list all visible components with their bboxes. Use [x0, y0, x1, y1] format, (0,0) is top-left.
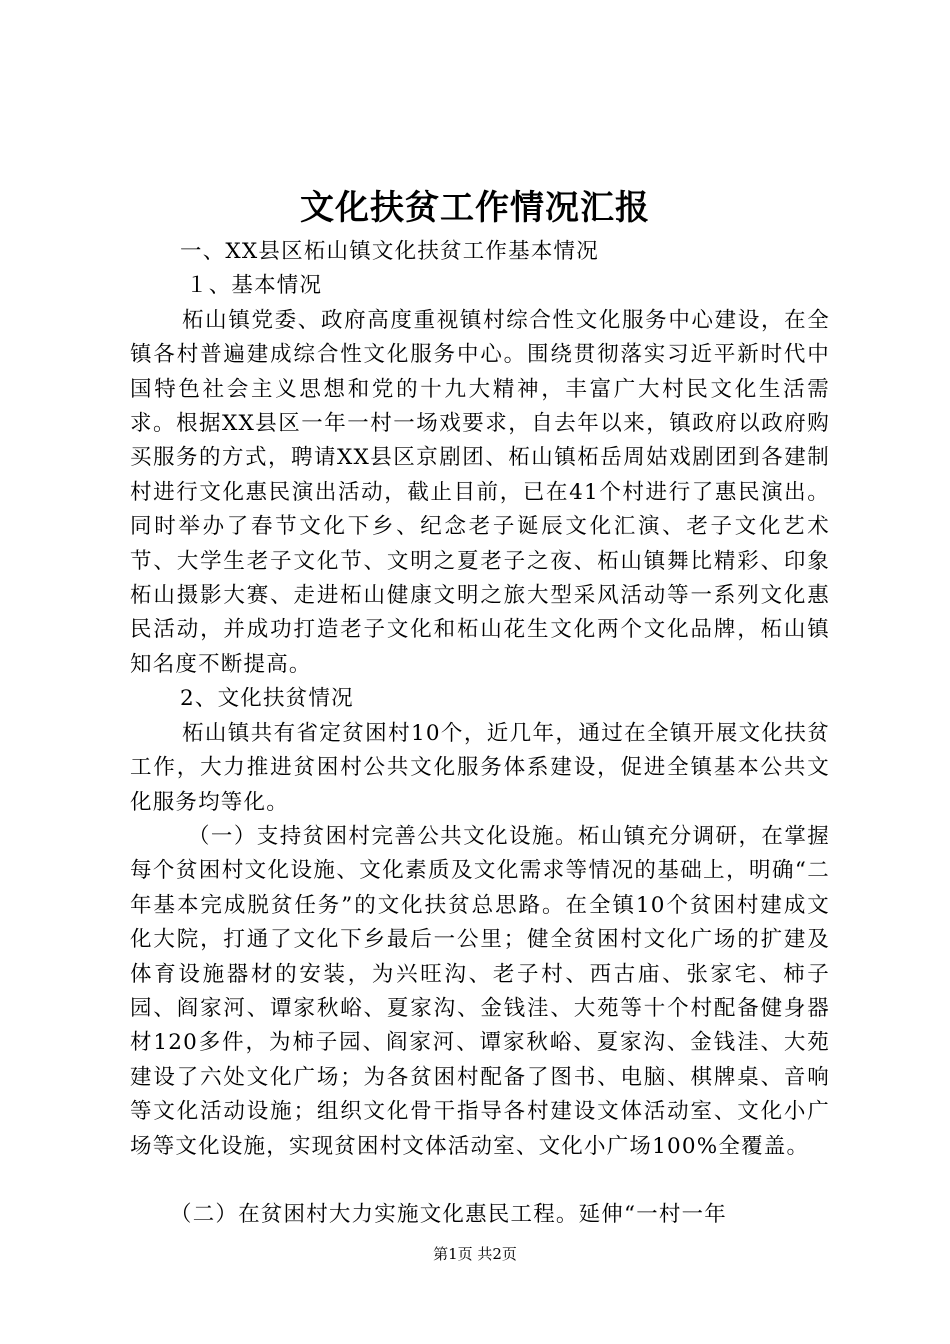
paragraph-poverty-overview: 柘山镇共有省定贫困村10个，近几年，通过在全镇开展文化扶贫工作，大力推进贫困村公共文化服务体系建设，促进全镇基本公共文化服务均等化。	[130, 720, 830, 815]
document-body	[130, 235, 830, 1232]
paragraph-item-one: （一）支持贫困村完善公共文化设施。柘山镇充分调研，在掌握每个贫困村文化设施、文化素质及文化需求等情况的基础上，明确“二年基本完成脱贫任务”的文化扶贫总思路。在全镇10个贫困村建成文化大院，打通了文化下乡最后一公里；健全贫困村文化广场的扩建及体育设施器材的安装，为兴旺沟、老子村、西古庙、张家宅、柿子园、阎家河、谭家秋峪、夏家沟、金钱洼、大苑等十个村配备健身器材120多件，为柿子园、阎家河、谭家秋峪、夏家沟、金钱洼、大苑建设了六处文化广场；为各贫困村配备了图书、电脑、棋牌桌、音响等文化活动设施；组织文化骨干指导各村建设文体活动室、文化小广场等文化设施，实现贫困村文体活动室、文化小广场100%全覆盖。	[130, 823, 830, 1159]
section-heading-1: 一、XX县区柘山镇文化扶贫工作基本情况	[180, 239, 599, 264]
paragraph-basic-situation: 柘山镇党委、政府高度重视镇村综合性文化服务中心建设，在全镇各村普遍建成综合性文化服务中心。围绕贯彻落实习近平新时代中国特色社会主义思想和党的十九大精神，丰富广大村民文化生活需求。根据XX县区一年一村一场戏要求，自去年以来，镇政府以政府购买服务的方式，聘请XX县区京剧团、柘山镇柘岳周姑戏剧团到各建制村进行文化惠民演出活动，截止目前，已在41个村进行了惠民演出。同时举办了春节文化下乡、纪念老子诞辰文化汇演、老子文化艺术节、大学生老子文化节、文明之夏老子之夜、柘山镇舞比精彩、印象柘山摄影大赛、走进柘山健康文明之旅大型采风活动等一系列文化惠民活动，并成功打造老子文化和柘山花生文化两个文化品牌，柘山镇知名度不断提高。	[130, 307, 830, 677]
paragraph-item-two: （二）在贫困村大力实施文化惠民工程。延伸“一村一年	[170, 1201, 727, 1227]
subsection-heading-basic: １、基本情况	[186, 273, 323, 299]
document-title: 文化扶贫工作情况汇报	[300, 188, 650, 228]
subsection-heading-poverty: 2、文化扶贫情况	[180, 686, 354, 712]
page-footer: 第1页 共2页	[433, 1245, 517, 1263]
